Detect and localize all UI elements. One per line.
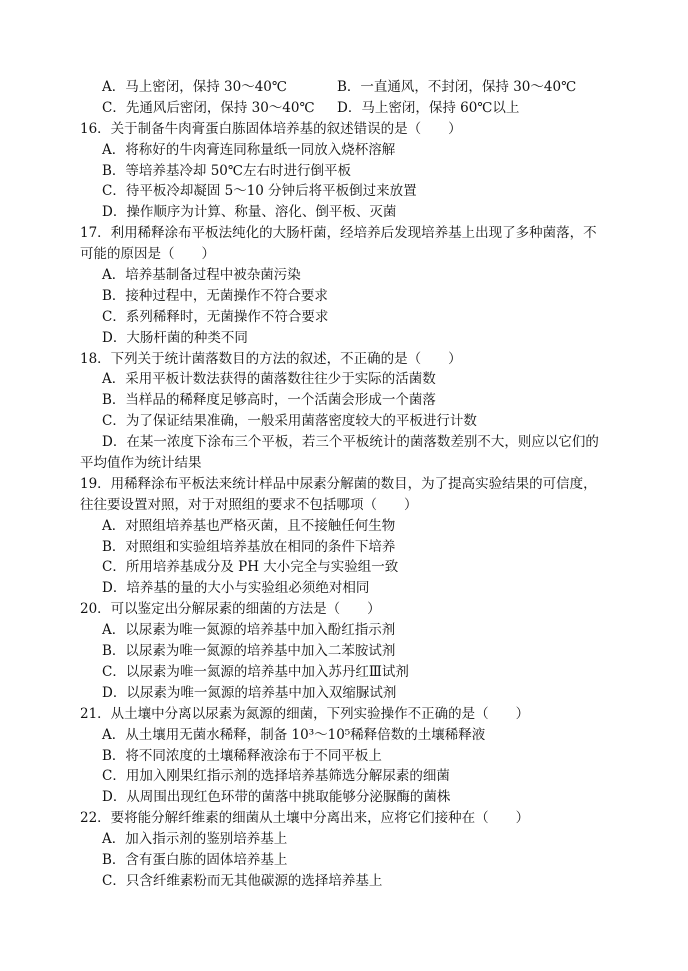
q21-option-c: C．用加入刚果红指示剂的选择培养基筛选分解尿素的细菌 [102, 768, 450, 785]
q18-option-c: C．为了保证结果准确，一般采用菌落密度较大的平板进行计数 [102, 413, 477, 430]
q22-option-c: C．只含纤维素粉而无其他碳源的选择培养基上 [102, 872, 383, 889]
q20-option-c: C．以尿素为唯一氮源的培养基中加入苏丹红Ⅲ试剂 [102, 663, 409, 680]
q17-stem-line-2: 可能的原因是（ ） [80, 246, 215, 263]
q22-option-b: B．含有蛋白胨的固体培养基上 [102, 851, 288, 868]
q18-option-a: A．采用平板计数法获得的菌落数往往少于实际的活菌数 [102, 371, 436, 388]
q16-option-a: A．将称好的牛肉膏连同称量纸一同放入烧杯溶解 [102, 141, 396, 158]
q19-stem-line-1: 19．用稀释涂布平板法来统计样品中尿素分解菌的数目，为了提高实验结果的可信度， [80, 475, 597, 492]
q21-option-a: A．从土壤用无菌水稀释，制备 10³～10⁵稀释倍数的土壤稀释液 [102, 726, 486, 743]
q18-stem: 18．下列关于统计菌落数目的方法的叙述，不正确的是（ ） [80, 350, 462, 367]
q18-option-b: B．当样品的稀释度足够高时，一个活菌会形成一个菌落 [102, 392, 436, 409]
q19-option-c: C．所用培养基成分及 PH 大小完全与实验组一致 [102, 559, 399, 576]
q19-option-d: D．培养基的量的大小与实验组必须绝对相同 [102, 580, 370, 597]
q19-option-a: A．对照组培养基也严格灭菌，且不接触任何生物 [102, 517, 396, 534]
q16-option-c: C．待平板冷却凝固 5～10 分钟后将平板倒过来放置 [102, 183, 417, 200]
q17-option-d: D．大肠杆菌的种类不同 [102, 329, 248, 346]
q15-option-d: D．马上密闭，保持 60℃以上 [337, 99, 520, 116]
q15-option-b: B．一直通风，不封闭，保持 30～40℃ [337, 79, 577, 95]
q15-options-row-2 [102, 98, 622, 119]
q16-stem: 16．关于制备牛肉膏蛋白胨固体培养基的叙述错误的是（ ） [80, 120, 462, 137]
q17-option-c: C．系列稀释时，无菌操作不符合要求 [102, 308, 329, 325]
q20-stem: 20．可以鉴定出分解尿素的细菌的方法是（ ） [80, 601, 381, 618]
q15-option-a: A．马上密闭，保持 30～40℃ [102, 79, 287, 95]
q20-option-a: A．以尿素为唯一氮源的培养基中加入酚红指示剂 [102, 622, 396, 639]
q20-option-d: D．以尿素为唯一氮源的培养基中加入双缩脲试剂 [102, 684, 397, 701]
question-list [80, 77, 622, 892]
q21-option-d: D．从周围出现红色环带的菌落中挑取能够分泌脲酶的菌株 [102, 789, 451, 806]
q17-option-a: A．培养基制备过程中被杂菌污染 [102, 267, 301, 284]
q22-option-a: A．加入指示剂的鉴别培养基上 [102, 831, 288, 848]
q19-stem-line-2: 往往要设置对照，对于对照组的要求不包括哪项（ ） [80, 496, 418, 513]
q19-option-b: B．对照组和实验组培养基放在相同的条件下培养 [102, 538, 396, 555]
q18-option-d-continued: 平均值作为统计结果 [80, 455, 202, 472]
q22-stem: 22．要将能分解纤维素的细菌从土壤中分离出来，应将它们接种在（ ） [80, 810, 530, 827]
q21-stem: 21．从土壤中分离以尿素为氮源的细菌，下列实验操作不正确的是（ ） [80, 705, 530, 722]
q15-options-row-1 [102, 77, 622, 98]
q20-option-b: B．以尿素为唯一氮源的培养基中加入二苯胺试剂 [102, 643, 396, 660]
q21-option-b: B．将不同浓度的土壤稀释液涂布于不同平板上 [102, 747, 382, 764]
q15-option-c: C．先通风后密闭，保持 30～40℃ [102, 99, 315, 116]
q16-option-b: B．等培养基冷却 50℃左右时进行倒平板 [102, 162, 351, 179]
q17-option-b: B．接种过程中，无菌操作不符合要求 [102, 287, 328, 304]
q18-option-d: D．在某一浓度下涂布三个平板，若三个平板统计的菌落数差别不大，则应以它们的 [102, 434, 599, 451]
q17-stem-line-1: 17．利用稀释涂布平板法纯化的大肠杆菌，经培养后发现培养基上出现了多种菌落，不 [80, 225, 597, 242]
q16-option-d: D．操作顺序为计算、称量、溶化、倒平板、灭菌 [102, 204, 397, 221]
